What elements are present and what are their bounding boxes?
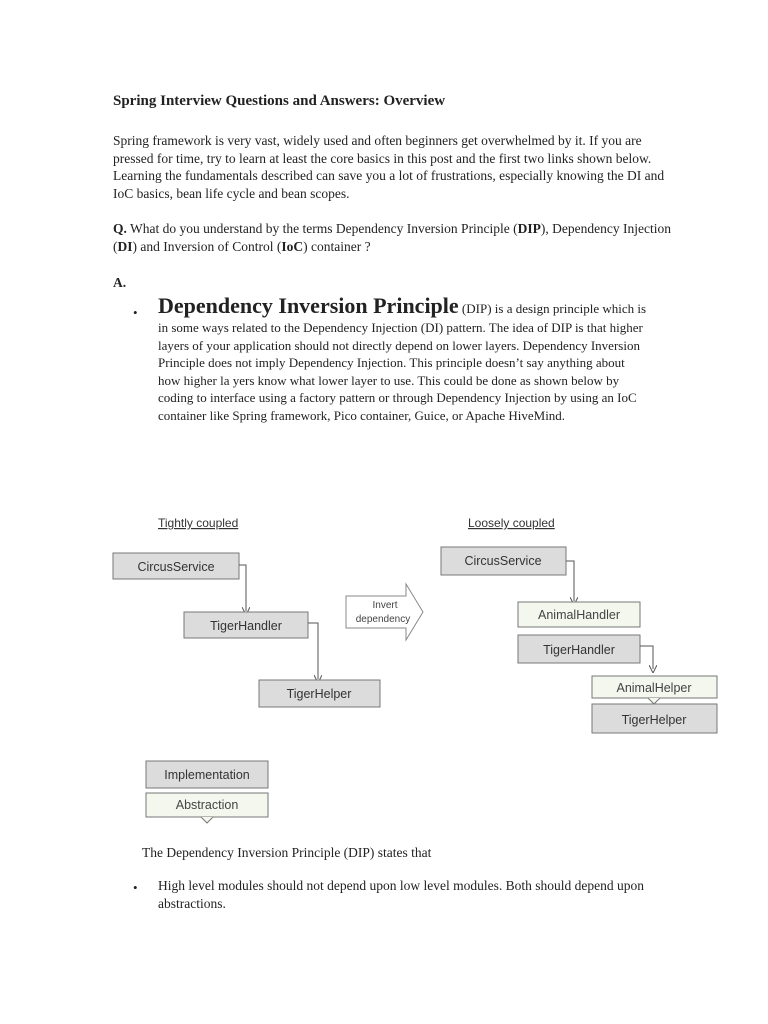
invert-label-line1: Invert (372, 600, 398, 611)
question-text-3: ) and Inversion of Control ( (132, 239, 282, 254)
intro-paragraph: Spring framework is very vast, widely used and often beginners get overwhelmed by it. If you are pressed for time, try to learn at least the core basics in this post and the first two links shown below. Learning the fundamentals described can save you a lot of frustrations, especially knowing the DI and IoC basics, bean life cycle and bean scopes. (113, 133, 665, 201)
tight-circus-label: CircusService (137, 560, 215, 574)
question-text-4: ) container ? (303, 239, 371, 254)
dip-title: Dependency Inversion Principle (158, 293, 459, 318)
high-level-modules-text: High level modules should not depend upon low level modules. Both should depend upon abstractions. (158, 878, 644, 911)
question-prefix: Q. (113, 221, 127, 236)
bullet-dip: • (133, 305, 138, 320)
legend-implementation-label: Implementation (164, 768, 250, 782)
legend-abstraction-label: Abstraction (175, 798, 239, 812)
tight-handler-label: TigerHandler (210, 619, 282, 633)
dip-paragraph (158, 293, 648, 424)
loose-helper-notch (648, 698, 660, 704)
dip-states-text: The Dependency Inversion Principle (DIP) states that (142, 845, 432, 860)
invert-label-line2: dependency (355, 614, 411, 625)
question-text-2: ), Dependency Injection ( (113, 221, 671, 254)
question-di: DI (117, 239, 133, 254)
question-dip: DIP (517, 221, 541, 236)
loose-animal-handler-label: AnimalHandler (538, 608, 620, 622)
loose-arrow-1 (566, 561, 574, 601)
question-ioc: IoC (281, 239, 304, 254)
loose-tiger-helper-label: TigerHelper (621, 713, 687, 727)
answer-label: A. (113, 275, 127, 290)
dependency-inversion-diagram (100, 505, 730, 835)
page-heading: Spring Interview Questions and Answers: Overview (113, 93, 446, 109)
dip-body: (DIP) is a design principle which is in some ways related to the Dependency Injection (DI) pattern. The idea of DIP is that higher layers of your application should not directly depend on lower layers. Dependency Inversion Principle does not imply Dependency Injection. This principle doesn’t say anything about how higher la yers know what lower layer to use. This could be done as shown below by coding to interface using a factory pattern or through Dependency Injection by using an IoC container like Spring framework, Pico container, Guice, or Apache HiveMind. (158, 301, 647, 423)
loose-circus-label: CircusService (464, 554, 542, 568)
question-paragraph (113, 220, 673, 256)
loose-tiger-handler-label: TigerHandler (543, 643, 615, 657)
loosely-coupled-label: Loosely coupled (468, 516, 555, 530)
loose-arrow-2 (640, 646, 653, 669)
bullet-high-level: • (133, 880, 138, 895)
tightly-coupled-label: Tightly coupled (158, 516, 239, 530)
legend-abstraction-notch (201, 817, 213, 823)
tight-helper-label: TigerHelper (286, 687, 352, 701)
tight-arrow-2 (308, 623, 318, 679)
question-text-1: What do you understand by the terms Dependency Inversion Principle ( (126, 221, 518, 236)
loose-animal-helper-label: AnimalHelper (616, 681, 692, 695)
tight-arrow-1 (239, 565, 246, 611)
invert-arrow-shape (346, 584, 423, 640)
